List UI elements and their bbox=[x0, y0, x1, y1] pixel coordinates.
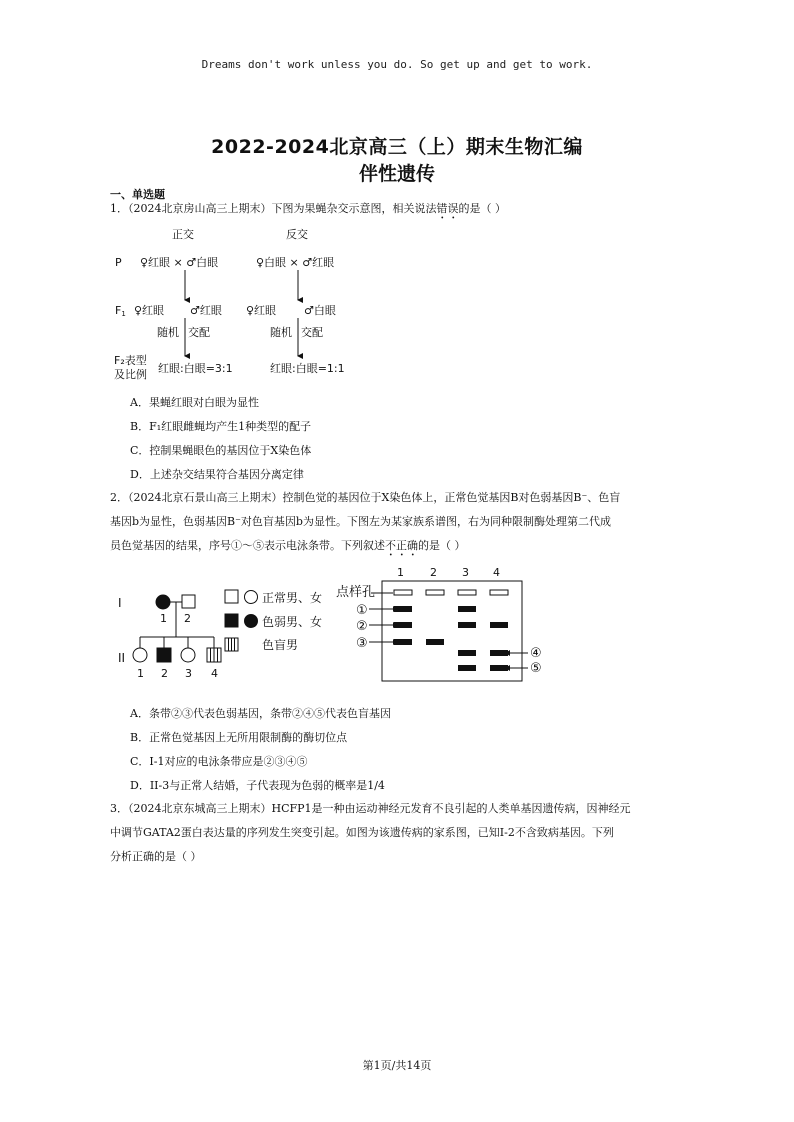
pedigree-II-3-female-normal bbox=[181, 648, 195, 662]
f2-left-ratio: 红眼:白眼=3:1 bbox=[158, 362, 233, 375]
num-II-4: 4 bbox=[211, 667, 218, 680]
band-lane3-row5 bbox=[458, 665, 476, 671]
question-3-stem bbox=[110, 797, 700, 869]
q1-option-b[interactable]: B．F₁红眼雌蝇均产生1种类型的配子 bbox=[130, 420, 312, 433]
random-right-b: 交配 bbox=[301, 326, 323, 339]
legend-normal-label: 正常男、女 bbox=[262, 591, 323, 605]
q2-line-2: 基因b为显性，色弱基因B⁻对色盲基因b为显性。下图左为某家族系谱图，右为同种限制酶处理第二代成 bbox=[110, 515, 611, 528]
label-f2-a: F₂表型 bbox=[114, 354, 147, 367]
gel-lane-1: 1 bbox=[397, 566, 404, 579]
question-2-stem bbox=[110, 486, 700, 559]
band-lane1-row3 bbox=[394, 639, 412, 645]
p-cross-right: ♀白眼 × ♂红眼 bbox=[256, 256, 335, 269]
gel-lane-2: 2 bbox=[430, 566, 437, 579]
num-I-1: 1 bbox=[160, 612, 167, 625]
gel-well-1 bbox=[394, 590, 412, 595]
label-f2-b: 及比例 bbox=[114, 368, 147, 381]
q2-pedigree-chart bbox=[110, 585, 350, 685]
band-lane4-row4 bbox=[490, 650, 508, 656]
q1-option-c[interactable]: C．控制果蝇眼色的基因位于X染色体 bbox=[130, 444, 312, 457]
f2-right-ratio: 红眼:白眼=1:1 bbox=[270, 362, 345, 375]
q1-option-d[interactable]: D．上述杂交结果符合基因分离定律 bbox=[130, 468, 304, 481]
q3-line-3: 分析正确的是（ ） bbox=[110, 850, 202, 863]
q2-option-d[interactable]: D．II-3与正常人结婚，子代表现为色弱的概率是1/4 bbox=[130, 779, 385, 792]
q1-text-suffix: 的是（ ） bbox=[458, 202, 506, 215]
gel-well-4 bbox=[490, 590, 508, 595]
num-II-2: 2 bbox=[161, 667, 168, 680]
random-left-a: 随机 bbox=[157, 326, 179, 339]
section-heading: 一、单选题 bbox=[110, 188, 165, 201]
band-label-2: ② bbox=[356, 619, 368, 634]
legend-normal-female-symbol bbox=[245, 591, 258, 604]
q2-line-3: 员色觉基因的结果，序号①～⑤表示电泳条带。下列叙述不正确的是（ ） bbox=[110, 539, 466, 552]
band-lane3-row1 bbox=[458, 606, 476, 612]
q1-cross-diagram bbox=[110, 222, 390, 387]
f1-right-male: ♂白眼 bbox=[304, 304, 336, 317]
q1-text-prefix: 1．（2024北京房山高三上期末）下图为果蝇杂交示意图，相关说法 bbox=[110, 202, 437, 215]
page-footer-pagenum: 第1页/共14页 bbox=[362, 1059, 432, 1072]
label-fanjiao: 反交 bbox=[286, 228, 308, 241]
gel-well-2 bbox=[426, 590, 444, 595]
f1-left-female: ♀红眼 bbox=[134, 304, 165, 317]
gel-well-label: 点样孔 bbox=[336, 585, 376, 600]
label-f1: F1 bbox=[115, 304, 126, 318]
p-cross-left: ♀红眼 × ♂白眼 bbox=[140, 256, 219, 269]
band-lane3-row2 bbox=[458, 622, 476, 628]
random-left-b: 交配 bbox=[188, 326, 210, 339]
band-lane3-row4 bbox=[458, 650, 476, 656]
gen-label-2: II bbox=[118, 651, 126, 665]
band-lane4-row2 bbox=[490, 622, 508, 628]
pedigree-I-1-female-colorweak bbox=[156, 595, 170, 609]
q3-line-2: 中调节GATA2蛋白表达量的序列发生突变引起。如图为该遗传病的家系图，已知I-2不含致病基因。下列 bbox=[110, 826, 614, 839]
question-1-stem bbox=[110, 197, 700, 222]
band-label-5: ⑤ bbox=[530, 661, 542, 676]
gel-lane-4: 4 bbox=[493, 566, 500, 579]
num-II-3: 3 bbox=[185, 667, 192, 680]
label-p: P bbox=[115, 256, 122, 269]
legend-weak-female-symbol bbox=[245, 615, 258, 628]
q2-emphasis: 不正确 bbox=[385, 539, 418, 552]
f1-left-male: ♂红眼 bbox=[190, 304, 222, 317]
q2-electrophoresis-gel bbox=[336, 562, 556, 687]
gen-label-1: I bbox=[118, 596, 122, 610]
page-header-motto: Dreams don't work unless you do. So get up and get to work. bbox=[201, 58, 593, 71]
legend-blind-label: 色盲男 bbox=[262, 638, 299, 652]
q1-emphasis: 错误 bbox=[436, 202, 459, 215]
random-right-a: 随机 bbox=[270, 326, 292, 339]
band-lane2-row3 bbox=[426, 639, 444, 645]
page-title: 2022-2024北京高三（上）期末生物汇编 bbox=[211, 136, 583, 158]
gel-lane-3: 3 bbox=[462, 566, 469, 579]
band-label-4: ④ bbox=[530, 646, 542, 661]
num-I-2: 2 bbox=[184, 612, 191, 625]
pedigree-II-2-male-colorweak bbox=[157, 648, 171, 662]
legend-normal-male-symbol bbox=[225, 590, 238, 603]
q1-option-a[interactable]: A．果蝇红眼对白眼为显性 bbox=[130, 396, 259, 409]
q2-option-b[interactable]: B．正常色觉基因上无所用限制酶的酶切位点 bbox=[130, 731, 348, 744]
pedigree-II-1-female-normal bbox=[133, 648, 147, 662]
legend-weak-male-symbol bbox=[225, 614, 238, 627]
pedigree-I-2-male-normal bbox=[182, 595, 195, 608]
band-lane4-row5 bbox=[490, 665, 508, 671]
page-subtitle: 伴性遗传 bbox=[358, 163, 435, 185]
num-II-1: 1 bbox=[137, 667, 144, 680]
legend-weak-label: 色弱男、女 bbox=[262, 615, 323, 629]
gel-well-3 bbox=[458, 590, 476, 595]
q3-line-1: 3．（2024北京东城高三上期末）HCFP1是一种由运动神经元发育不良引起的人类单基因遗传病，因神经元 bbox=[110, 802, 631, 815]
q2-option-a[interactable]: A．条带②③代表色弱基因，条带②④⑤代表色盲基因 bbox=[130, 707, 391, 720]
band-lane1-row1 bbox=[394, 606, 412, 612]
band-label-3: ③ bbox=[356, 636, 368, 651]
q2-line-1: 2．（2024北京石景山高三上期末）控制色觉的基因位于X染色体上，正常色觉基因B对色弱基因B⁻、色盲 bbox=[110, 491, 621, 504]
f1-right-female: ♀红眼 bbox=[246, 304, 277, 317]
band-label-1: ① bbox=[356, 603, 368, 618]
label-zhengjiao: 正交 bbox=[172, 228, 194, 241]
q2-option-c[interactable]: C．I-1对应的电泳条带应是②③④⑤ bbox=[130, 755, 308, 768]
band-lane1-row2 bbox=[394, 622, 412, 628]
